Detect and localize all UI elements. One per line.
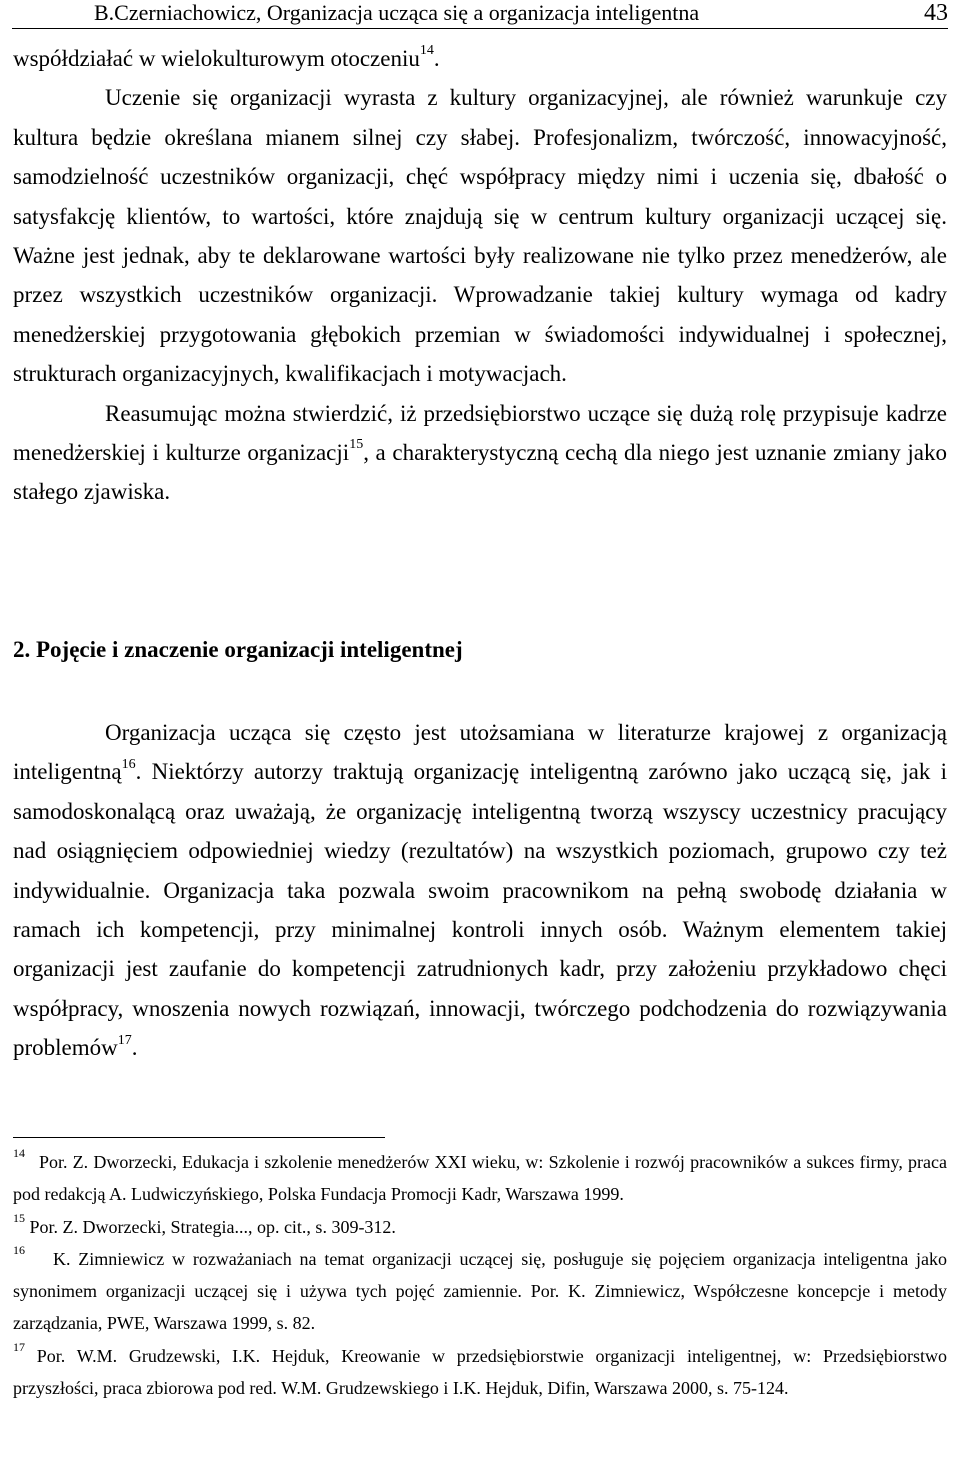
footnote-number: 14 [13, 1146, 25, 1160]
running-title: B.Czerniachowicz, Organizacja ucząca się a organizacja inteligentna [94, 0, 700, 25]
footnote: $^{15}$ Por. Z. Dworzecki, Strategia..., op. cit., s. 309-312. [13, 1210, 396, 1237]
section-1-text [13, 39, 947, 512]
footnotes [13, 1146, 947, 1404]
paragraph: Organizacja ucząca się często jest utożsamiana w literaturze krajowej z organizacją inteligentną$^{16}$. Niektórzy autorzy traktują organizację inteligentną zarówno jako uczącą się, jak i samodoskonalącą oraz uważają, że organizację inteligentną tworzą wszyscy uczestnicy pracujący nad osiągnięciem odpowiedniej wiedzy (rezultatów) na wszystkich poziomach, grupowo czy też indywidualnie. Organizacja taka pozwala swoim pracownikom na pełną swobodę działania w ramach ich kompetencji, przy minimalnej kontroli innych osób. Ważnym elementem takiej organizacji jest zaufanie do kompetencji zatrudnionych kadr, przy założeniu przykładowo chęci współpracy, wnoszenia nowych rozwiązań, innowacji, twórczego podchodzenia do rozwiązywania problemów$^{17}$. [13, 720, 947, 1061]
footnote-ref[interactable]: 17 [117, 1032, 132, 1048]
running-header [12, 0, 948, 29]
footnote-ref[interactable]: 15 [349, 437, 364, 453]
footnote-number: 15 [13, 1210, 25, 1225]
paragraph: Uczenie się organizacji wyrasta z kultury organizacyjnej, ale również warunkuje czy kultura będzie określana mianem silnej czy słabej. Profesjonalizm, twórczość, innowacyjność, samodzielność uczestników organizacji, chęć współpracy między nimi i uczenia się, dbałość o satysfakcję klientów, to wartości, które znajdują się w centrum kultury organizacji uczącej się. Ważne jest jednak, aby te deklarowane wartości były realizowane nie tylko przez menedżerów, ale przez wszystkich uczestników organizacji. Wprowadzanie takiej kultury wymaga od kadry menedżerskiej przygotowania głębokich przemian w świadomości indywidualnej i społecznej, strukturach organizacyjnych, kwalifikacjach i motywacjach. [13, 85, 947, 387]
footnote-number: 17 [13, 1339, 25, 1354]
paragraph: współdziałać w wielokulturowym otoczeniu$^{14}$. [13, 43, 440, 71]
footnote-separator [13, 1137, 385, 1138]
footnote-ref[interactable]: 16 [121, 756, 136, 772]
section-2-text [13, 713, 947, 1068]
paragraph: Reasumując można stwierdzić, iż przedsiębiorstwo uczące się dużą rolę przypisuje kadrze menedżerskiej i kulturze organizacji$^{15}$, a charakterystyczną cechą dla niego jest uznanie zmiany jako stałego zjawiska. [13, 400, 948, 505]
page-number: 43 [924, 0, 948, 26]
section-heading: 2. Pojęcie i znaczenie organizacji inteligentnej [13, 637, 463, 662]
footnote: $^{17}$ Por. W.M. Grudzewski, I.K. Hejduk, Kreowanie w przedsiębiorstwie organizacji inteligentnej, w: Przedsiębiorstwo przyszłości, praca zbiorowa pod red. W.M. Grudzewskiego i I.K. Hejduk, Difin, Warszawa 2000, s. 75-124. [13, 1339, 947, 1399]
footnote: $^{14}$ Por. Z. Dworzecki, Edukacja i szkolenie menedżerów XXI wieku, w: Szkolenie i rozwój pracowników a sukces firmy, praca pod redakcją A. Ludwiczyńskiego, Polska Fundacja Promocji Kadr, Warszawa 1999. [13, 1146, 947, 1205]
footnote-number: 16 [13, 1242, 25, 1257]
footnote: $^{16}$ K. Zimniewicz w rozważaniach na temat organizacji uczącej się, posługuje się pojęciem organizacja inteligentna jako synonimem organizacji uczącej się i używa tych pojęć zamiennie. Por. K. Zimniewicz, Współczesne koncepcje i metody zarządzania, PWE, Warszawa 1999, s. 82. [13, 1242, 947, 1334]
footnote-ref[interactable]: 14 [419, 43, 434, 59]
